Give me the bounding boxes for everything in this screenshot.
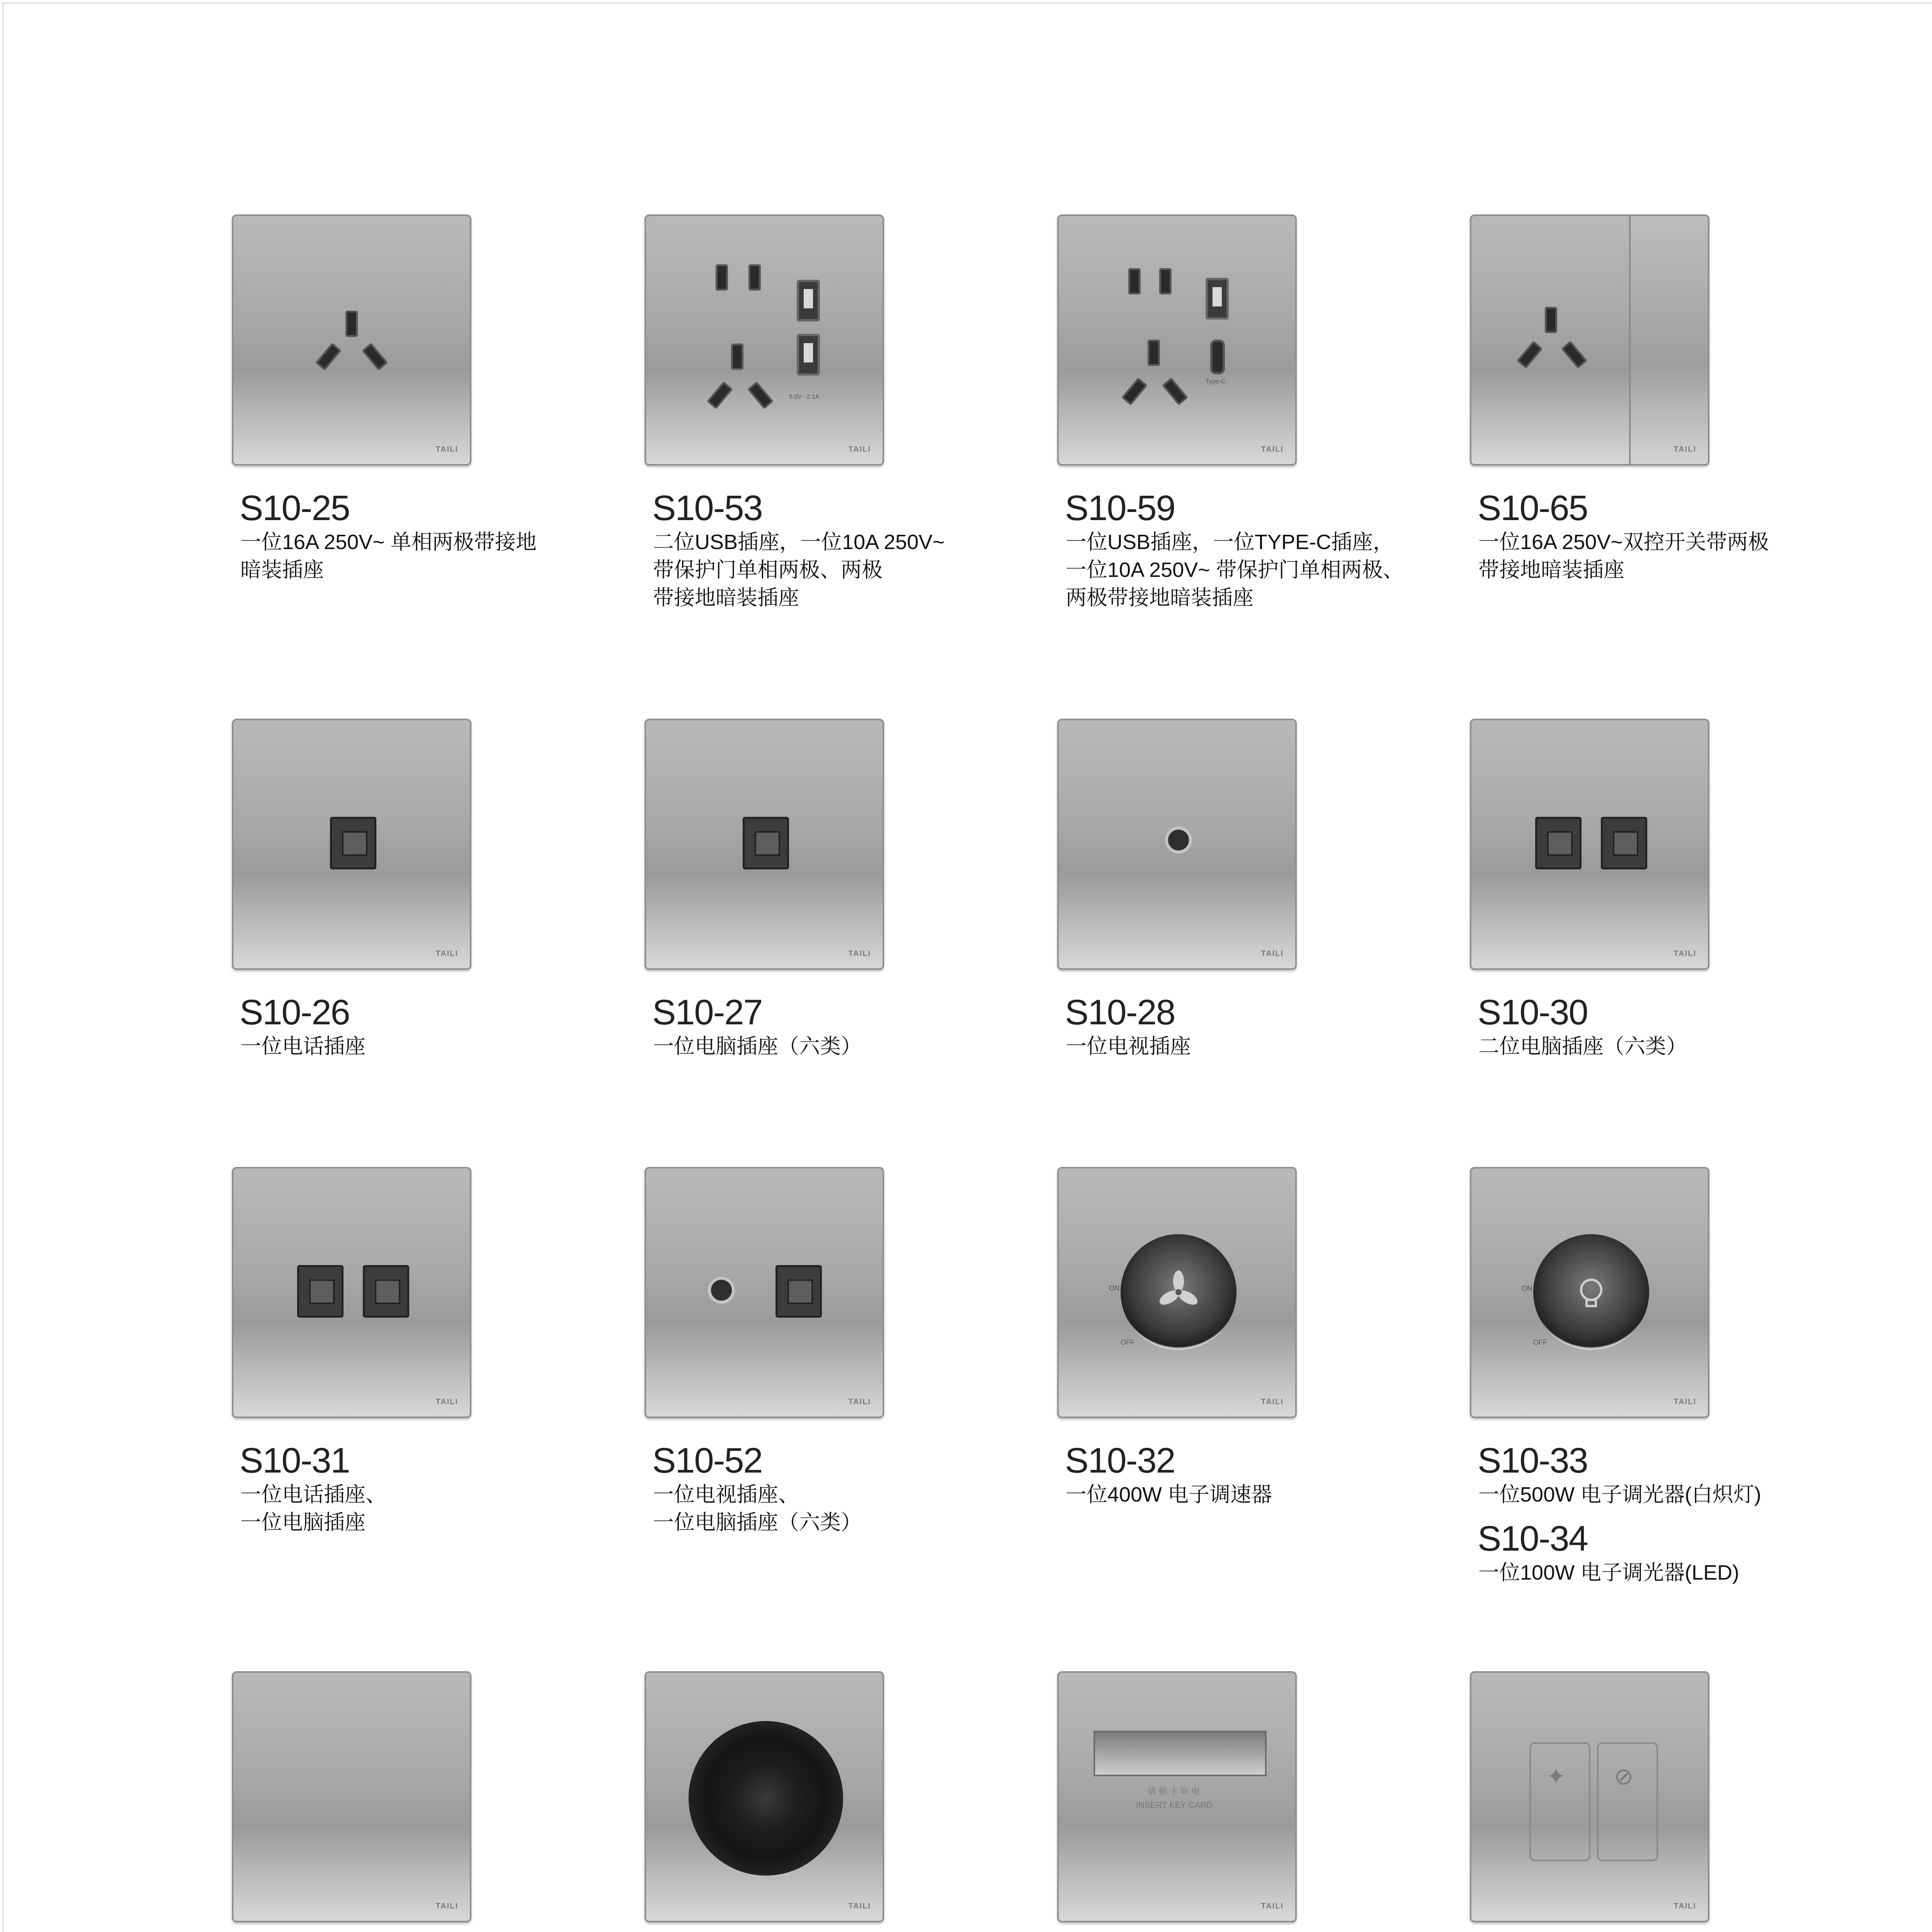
model-number: S10-31 [240, 1441, 350, 1480]
model-number: S10-26 [240, 993, 350, 1032]
usb-port [797, 334, 820, 376]
socket-plate [232, 1167, 471, 1418]
data-jack [363, 1265, 409, 1318]
cable-outlet-grommet [689, 1721, 843, 1876]
bulb-icon [1533, 1234, 1649, 1350]
product-description: 一位16A 250V~ 单相两极带接地 暗装插座 [240, 531, 537, 582]
brand-logo: TAILI [848, 445, 871, 454]
card-instruction-en: INSERT KEY CARD [1136, 1800, 1213, 1810]
model-number: S10-59 [1065, 488, 1175, 528]
model-number: S10-33 [1478, 1441, 1588, 1480]
two-pin-slot [716, 264, 728, 291]
model-number: S10-27 [652, 993, 762, 1032]
model-number: S10-30 [1478, 993, 1588, 1032]
product-description: 一位16A 250V~双控开关带两极 带接地暗装插座 [1478, 531, 1769, 582]
brand-logo: TAILI [1261, 1902, 1284, 1910]
two-pin-slot [748, 264, 761, 291]
model-number: S10-52 [652, 1441, 762, 1480]
fan-icon [1121, 1234, 1236, 1350]
socket-plate [645, 719, 884, 970]
brand-logo: TAILI [435, 1398, 458, 1406]
live-pin-slot [1121, 378, 1148, 406]
product-description: 一位USB插座，一位TYPE-C插座， 一位10A 250V~ 带保护门单相两极、 两极带接地暗装插座 [1066, 531, 1404, 609]
product-description: 一位400W 电子调速器 [1066, 1483, 1272, 1506]
type-c-port [1210, 340, 1225, 374]
phone-jack [330, 817, 376, 869]
model-number: S10-25 [240, 488, 350, 528]
product-description: 二位电脑插座（六类） [1478, 1035, 1687, 1058]
data-jack [1535, 817, 1582, 869]
live-pin-slot [1517, 341, 1543, 369]
dnd-switch-plate [1470, 1671, 1709, 1922]
brand-logo: TAILI [1261, 1398, 1284, 1406]
model-number: S10-32 [1065, 1441, 1175, 1480]
dimmer-plate [1470, 1167, 1709, 1418]
two-pin-slot [1128, 268, 1141, 294]
usb-rating-label: 5.0V⎓2.1A [789, 394, 820, 400]
make-up-room-icon: ✦ [1546, 1764, 1566, 1789]
earth-pin-slot [1545, 307, 1557, 333]
dimmer-plate [1057, 1167, 1297, 1418]
socket-plate [645, 1167, 884, 1418]
brand-logo: TAILI [848, 949, 871, 958]
brand-logo: TAILI [1673, 445, 1696, 454]
on-label: ON [1109, 1284, 1119, 1292]
usb-port [1206, 278, 1229, 320]
model-number: S10-53 [652, 488, 762, 528]
brand-logo: TAILI [435, 1902, 458, 1910]
on-label: ON [1522, 1284, 1532, 1292]
product-description: 一位500W 电子调光器(白炽灯) [1478, 1483, 1762, 1506]
two-pin-slot [1159, 268, 1172, 294]
tv-coax-port [1165, 827, 1192, 854]
off-label: OFF [1533, 1338, 1547, 1346]
dnd-button [1529, 1742, 1590, 1861]
phone-jack [297, 1265, 344, 1318]
socket-plate [645, 214, 884, 466]
make-up-room-button [1597, 1742, 1658, 1861]
card-instruction-cn: 请 插 卡 取 电 [1148, 1786, 1200, 1796]
brand-logo: TAILI [1261, 949, 1284, 958]
socket-plate [1470, 719, 1709, 970]
tv-coax-port [708, 1277, 735, 1304]
socket-plate [1057, 719, 1297, 970]
cable-outlet-plate [645, 1671, 884, 1922]
type-c-label: Type-C [1206, 378, 1226, 385]
brand-logo: TAILI [1673, 1902, 1696, 1910]
do-not-disturb-icon: ⊘ [1614, 1764, 1634, 1789]
earth-pin-slot [1148, 340, 1160, 366]
product-description: 二位USB插座，一位10A 250V~ 带保护门单相两极、两极 带接地暗装插座 [653, 531, 945, 609]
blank-plate [232, 1671, 471, 1922]
brand-logo: TAILI [848, 1398, 871, 1406]
socket-plate [232, 214, 471, 466]
neutral-pin-slot [362, 343, 388, 371]
switch-rocker [1629, 216, 1708, 464]
product-description: 一位电视插座、 一位电脑插座（六类） [653, 1483, 862, 1534]
live-pin-slot [707, 381, 733, 410]
socket-plate [1057, 214, 1297, 466]
socket-plate [1470, 214, 1709, 466]
data-jack [743, 817, 789, 869]
brand-logo: TAILI [848, 1902, 871, 1910]
data-jack [776, 1265, 822, 1318]
brand-logo: TAILI [435, 445, 458, 454]
key-card-slot [1094, 1731, 1267, 1776]
neutral-pin-slot [1561, 341, 1587, 369]
brand-logo: TAILI [1673, 949, 1696, 958]
speed-control-knob [1121, 1234, 1236, 1350]
brand-logo: TAILI [1261, 445, 1284, 454]
earth-pin-slot [731, 344, 743, 370]
socket-plate [232, 719, 471, 970]
model-number: S10-65 [1478, 488, 1588, 528]
product-description: 一位电脑插座（六类） [653, 1035, 862, 1058]
model-number: S10-28 [1065, 993, 1175, 1032]
product-description: 一位电视插座 [1066, 1035, 1191, 1058]
key-card-switch-plate [1057, 1671, 1297, 1922]
model-number-secondary: S10-34 [1478, 1519, 1588, 1558]
product-description-secondary: 一位100W 电子调光器(LED) [1478, 1561, 1740, 1584]
product-description: 一位电话插座 [240, 1035, 366, 1058]
data-jack [1601, 817, 1647, 869]
brand-logo: TAILI [435, 949, 458, 958]
off-label: OFF [1121, 1338, 1134, 1346]
dimmer-knob [1533, 1234, 1649, 1350]
earth-pin-slot [345, 311, 358, 337]
brand-logo: TAILI [1673, 1398, 1696, 1406]
usb-port [797, 280, 820, 321]
live-pin-slot [315, 343, 342, 371]
neutral-pin-slot [1162, 378, 1188, 406]
neutral-pin-slot [747, 381, 774, 410]
product-description: 一位电话插座、 一位电脑插座 [240, 1483, 386, 1534]
